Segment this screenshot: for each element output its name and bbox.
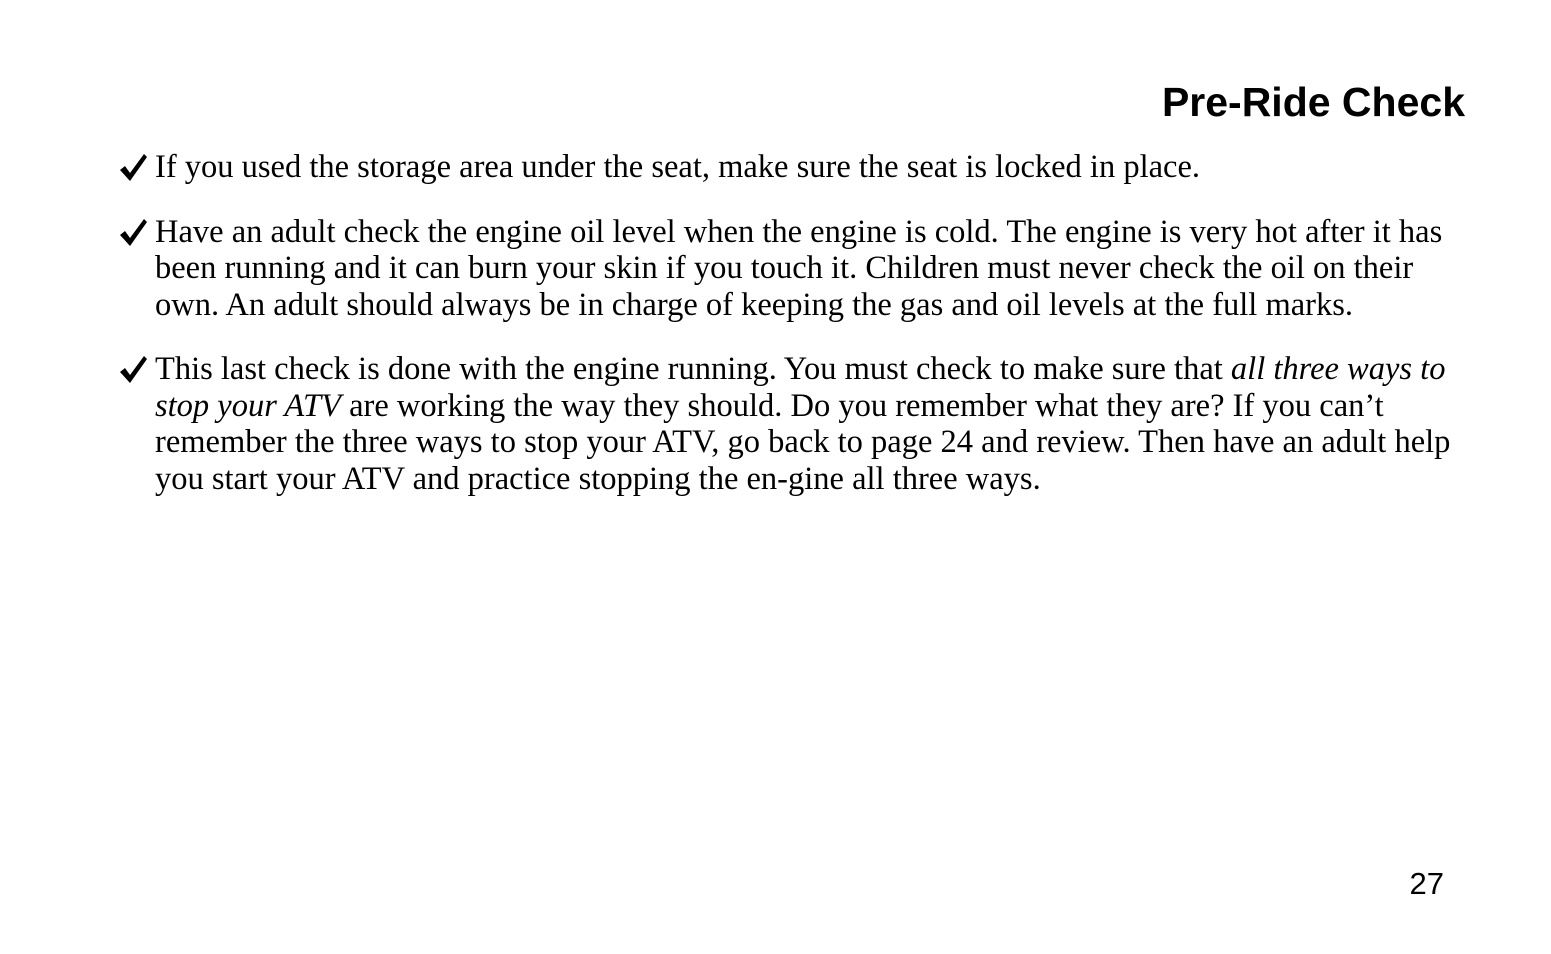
check-mark-icon bbox=[118, 354, 148, 386]
checklist-item-text: If you used the storage area under the seat, make sure the seat is locked in place. bbox=[155, 149, 1200, 185]
checklist-item bbox=[118, 351, 1468, 497]
checklist-item-text: Have an adult check the engine oil level when the engine is cold. The engine is very hot after it has been running and it can burn your skin if you touch it. Children must never check the oil on their own. An adult should always be in charge of keeping the gas and oil levels at the full marks. bbox=[155, 213, 1443, 323]
checklist-item-text-end: are working the way they should. Do you remember what they are? If you can’t remember the three ways to stop your ATV, go back to page 24 and review. Then have an adult help you start your ATV and practice stopping the en-gine all three ways. bbox=[155, 387, 1451, 497]
check-mark-icon bbox=[118, 217, 148, 249]
checklist-item-text bbox=[155, 351, 1468, 497]
pre-ride-checklist bbox=[118, 149, 1468, 525]
check-mark-icon bbox=[118, 152, 148, 184]
checklist-item-text-start: This last check is done with the engine running. You must check to make sure that bbox=[155, 351, 1231, 387]
page-number: 27 bbox=[1409, 866, 1444, 901]
checklist-item-emphasis: all three ways to stop your ATV bbox=[155, 351, 1446, 424]
checklist-item bbox=[118, 214, 1468, 324]
checklist-item bbox=[118, 149, 1468, 186]
page-title: Pre-Ride Check bbox=[1161, 79, 1465, 125]
